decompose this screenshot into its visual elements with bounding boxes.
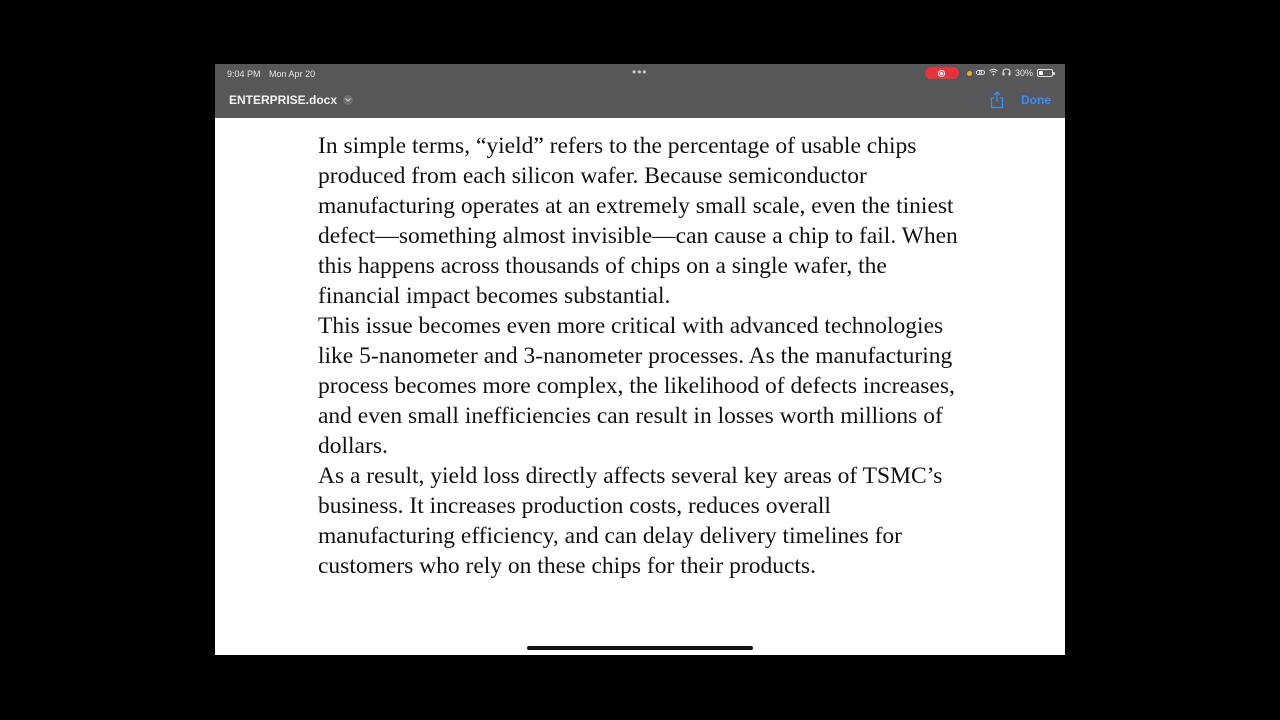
document-title[interactable]: ENTERPRISE.docx bbox=[229, 93, 338, 107]
status-time: 9:04 PM bbox=[227, 69, 261, 79]
status-indicators bbox=[925, 67, 1053, 79]
wifi-icon bbox=[989, 68, 998, 78]
done-button[interactable]: Done bbox=[1021, 93, 1051, 107]
chevron-down-icon[interactable] bbox=[343, 95, 353, 105]
multitasking-menu-icon[interactable]: ••• bbox=[632, 65, 648, 79]
top-toolbar bbox=[215, 64, 1065, 118]
mic-camera-in-use-icon bbox=[967, 71, 972, 76]
home-indicator[interactable] bbox=[527, 646, 753, 650]
link-icon bbox=[976, 69, 985, 78]
document-paragraph: This issue becomes even more critical with advanced technologies like 5-nanometer and 3-nanometer processes. As the manufacturing process becomes more complex, the likelihood of defects increases, and even small inefficiencies can result in losses worth millions of dollars. bbox=[318, 313, 955, 459]
screen-recording-icon[interactable] bbox=[925, 67, 959, 79]
share-icon[interactable] bbox=[989, 91, 1005, 109]
battery-icon bbox=[1037, 69, 1053, 77]
status-date: Mon Apr 20 bbox=[269, 69, 316, 79]
headphones-icon bbox=[1002, 68, 1011, 78]
ipad-screen bbox=[215, 64, 1065, 655]
status-bar-clock bbox=[227, 69, 321, 79]
document-paragraph: As a result, yield loss directly affects several key areas of TSMC’s business. It increases production costs, reduces overall manufacturing efficiency, and can delay delivery timelines for customers who rely on these chips for their products. bbox=[318, 463, 943, 579]
document-title-menu[interactable] bbox=[229, 93, 353, 107]
battery-level-fill bbox=[1039, 71, 1043, 75]
document-paragraph: In simple terms, “yield” refers to the percentage of usable chips produced from each silicon wafer. Because semiconductor manufacturing operates at an extremely small scale, even the tiniest defect—something almost invisible—can cause a chip to fail. When this happens across thousands of chips on a single wafer, the financial impact becomes substantial. bbox=[318, 133, 958, 309]
document-body[interactable] bbox=[318, 131, 968, 581]
battery-percent: 30% bbox=[1014, 68, 1033, 78]
